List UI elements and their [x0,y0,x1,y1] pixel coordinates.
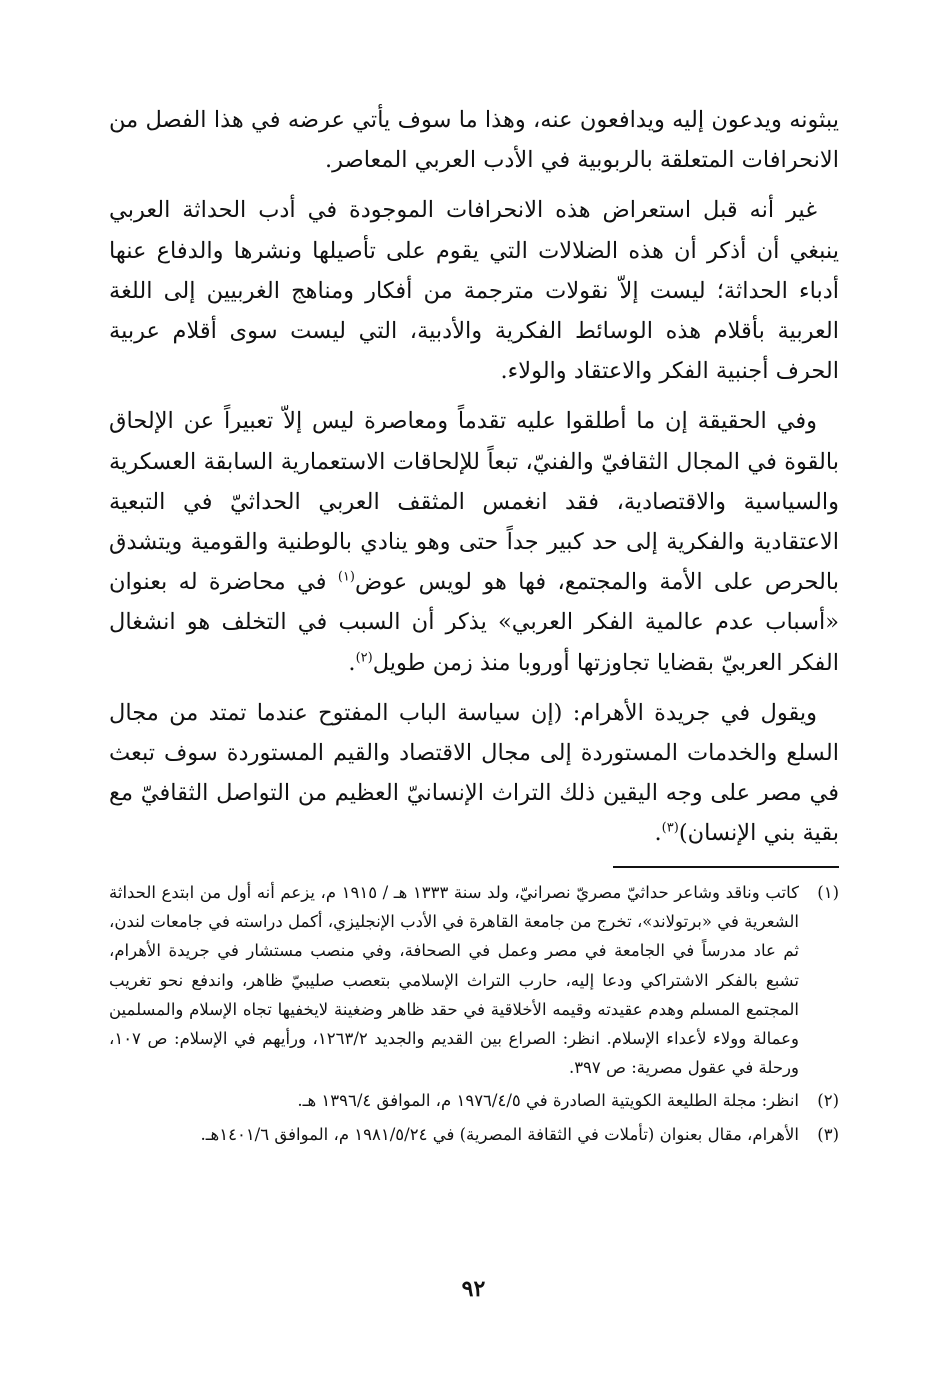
footnote-2-number: (٢) [817,1091,839,1111]
footnote-ref-1[interactable]: (١) [337,569,355,585]
footnote-1-text: كاتب وناقد وشاعر حداثيّ مصريّ نصرانيّ، ولد سنة ١٣٣٣ هـ / ١٩١٥ م، يزعم أنه أول من ابتدع الحداثة الشعرية في «برتولاند»، تخرج من جامعة القاهرة في الأدب الإنجليزي، أكمل دراسته في جامعات لندن، ثم عاد مدرساً في الجامعة في مصر وعمل في الصحافة، وفي منصب مستشار في جريدة الأهرام، تشبع بالفكر الاشتراكي ودعا إليه، حارب التراث الإسلامي بتعصب صليبيّ ظاهر، واندفع نحو تغريب المجتمع المسلم وهدم عقيدته وقيمه الأخلاقية في حقد ظاهر وضغينة لايخفيها تجاه الإسلام والمسلمين وعمالة وولاء لأعداء الإسلام. انظر: الصراع بين القديم والجديد ١٢٦٣/٢، ورأيهم في الإسلام: ص ١٠٧، ورحلة في عقول مصرية: ص ٣٩٧. [109,883,799,1078]
footnote-3-number: (٣) [817,1124,839,1144]
footnote-separator [613,866,839,868]
paragraph-3-end: . [348,649,356,676]
footnote-3-text: الأهرام، مقال بعنوان (تأملات في الثقافة المصرية) في ١٩٨١/٥/٢٤ م، الموافق ١٤٠١/٦هـ. [200,1124,799,1144]
footnote-3 [109,1120,839,1149]
footnote-ref-2[interactable]: (٢) [355,650,373,666]
footnote-ref-3[interactable]: (٣) [661,820,679,836]
main-text [109,100,839,864]
paragraph-4 [109,693,839,854]
paragraph-1: يبثونه ويدعون إليه ويدافعون عنه، وهذا ما سوف يأتي عرضه في هذا الفصل من الانحرافات المتعلقة بالربوبية في الأدب العربي المعاصر. [109,107,839,174]
footnote-1-number: (١) [817,883,839,902]
paragraph-3-part-1: وفي الحقيقة إن ما أطلقوا عليه تقدماً ومعاصرة ليس إلاّ تعبيراً عن الإلحاق بالقوة في المجال الثقافيّ والفنيّ، تبعاً للإلحاقات الاستعمارية السابقة العسكرية والسياسية والاقتصادية، فقد انغمس المثقف العربي الحداثيّ في التبعية الاعتقادية والفكرية إلى حد كبير جداً حتى وهو ينادي بالوطنية والقومية ويتشدق بالحرص على الأمة والمجتمع، فها هو لويس عوض [109,408,839,596]
paragraph-3-part-2: في محاضرة له بعنوان «أسباب عدم عالمية الفكر العربي» يذكر أن السبب في التخلف هو انشغال الفكر العربيّ بقضايا تجاوزتها أوروبا منذ زمن طويل [109,569,839,676]
footnotes [109,878,839,1153]
paragraph-3 [109,401,839,682]
footnote-2-text: انظر: مجلة الطليعة الكويتية الصادرة في ١٩٧٦/٤/٥ م، الموافق ١٣٩٦/٤ هـ. [297,1091,799,1111]
paragraph-4-end: . [654,820,662,847]
footnote-1 [109,878,839,1082]
paragraph-2: غير أنه قبل استعراض هذه الانحرافات الموجودة في أدب الحداثة العربي ينبغي أن أذكر أن هذه الضلالات التي يقوم على تأصيلها ونشرها والدفاع عنها أدباء الحداثة؛ ليست إلاّ نقولات مترجمة من أفكار ومناهج الغربيين إلى اللغة العربية بأقلام هذه الوسائط الفكرية والأدبية، التي ليست سوى أقلام عربية الحرف أجنبية الفكر والاعتقاد والولاء. [109,197,839,385]
page-number: ٩٢ [461,1276,486,1302]
footnote-2 [109,1086,839,1115]
paragraph-4-text: ويقول في جريدة الأهرام: (إن سياسة الباب المفتوح عندما تمتد من مجال السلع والخدمات المستوردة إلى مجال الاقتصاد والقيم المستوردة سوف تبعث في مصر على وجه اليقين ذلك التراث الإنسانيّ العظيم من التواصل الثقافيّ مع بقية بني الإنسان) [109,699,839,847]
